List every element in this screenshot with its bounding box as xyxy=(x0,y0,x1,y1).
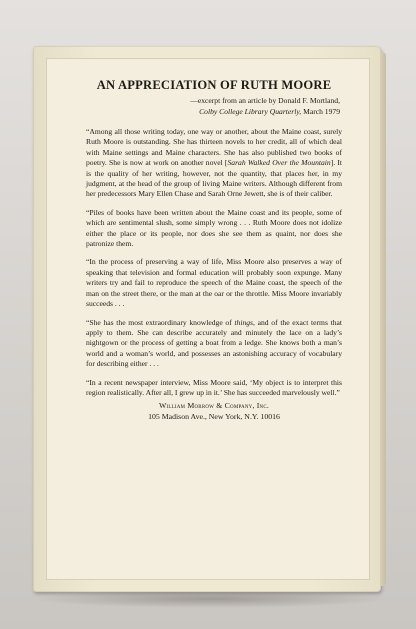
publisher-name: William Morrow & Company, Inc. xyxy=(158,401,270,411)
byline-date: March 1979 xyxy=(301,106,340,116)
publisher-imprint xyxy=(86,401,342,422)
paragraph-5: “In a recent newspaper interview, Miss Moore said, ‘My object is to interpret this region realistically. After all, I grew up in it.’ She has succeeded marvelously well.” xyxy=(86,377,342,397)
publisher-address: 105 Madison Ave., New York, N.Y. 10016 xyxy=(148,411,280,421)
paragraph-4 xyxy=(86,318,342,370)
paragraph-3: “In the process of preserving a way of life, Miss Moore also preserves a way of speaking that television and formal education will probably soon expunge. Many writers try and fail to reproduce the speech of the Maine coast, the speech of the man on the street there, or the man at the oar or the throttle. Miss Moore invariably succeeds . . . xyxy=(86,257,342,309)
byline-source xyxy=(86,107,340,118)
emphasis-things: things xyxy=(234,317,254,327)
byline xyxy=(86,96,342,117)
paragraph-1-text-a: “Among all those writing today, one way or another, about the Maine coast, surely Ruth Moore is outstanding. She has thirteen novels to her credit, all of which deal with Maine settings and Maine characters. She has also published two books of poetry. She is now at work on another novel [ xyxy=(86,127,342,168)
paragraph-2: “Piles of books have been written about the Maine coast and its people, some of which are sentimental slush, some simply wrong . . . Ruth Moore does not idolize either the place or its people, nor does she see them as quaint, nor does she patronize them. xyxy=(86,207,342,249)
paragraph-1-text-b: ]. It is the quality of her writing, however, not the quantity, that places her, in my judgment, at the head of the group of living Maine writers. Although different from her predecessors Mary Ellen Chase and Sarah Orne Jewett, she is of their caliber. xyxy=(86,158,343,199)
novel-title: Sarah Walked Over the Mountain xyxy=(227,158,331,168)
paragraph-4-text-a: “She has the most extraordinary knowledge of xyxy=(86,317,235,327)
heading: AN APPRECIATION OF RUTH MOORE xyxy=(96,78,332,92)
book-page-edge xyxy=(380,52,386,586)
appreciation-text-block xyxy=(86,78,342,422)
byline-author: —excerpt from an article by Donald F. Mortland, xyxy=(190,96,340,105)
paragraph-1 xyxy=(86,127,342,200)
floor-shadow xyxy=(30,590,390,608)
byline-publication: Colby College Library Quarterly, xyxy=(199,106,302,116)
paragraph-4-text-b: , and of the exact terms that apply to them. She can describe accurately and minutely the lace on a lady’s nightgown or the process of getting a boat from a ledge. She knows both a man’s world and a woman’s world, and possesses an astonishing accuracy of vocabulary for describing either . . . xyxy=(86,317,343,369)
